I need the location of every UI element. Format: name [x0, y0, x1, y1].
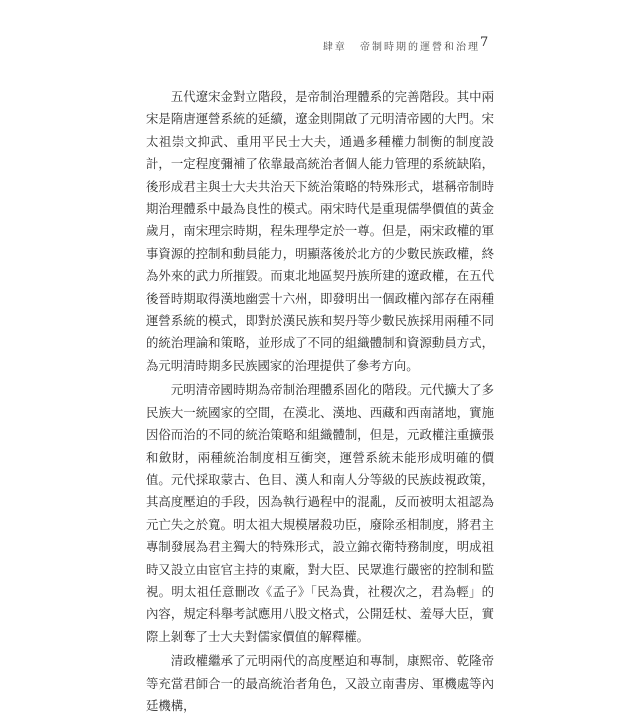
paragraph: 五代遼宋金對立階段，是帝制治理體系的完善階段。其中兩宋是隋唐運營系統的延續，遼金則開啟了元明清帝國的大門。宋太祖崇文抑武、重用平民士大夫，通過多種權力制衡的制度設計，一定程度彌補了依靠最高統治者個人能力管理的系統缺陷，後形成君主與士大夫共治天下統治策略的特殊形式，堪稱帝制時期治理體系中最為良性的模式。兩宋時代是重現儒學價值的黃金歲月，南宋理宗時期，程朱理學定於一尊。但是，兩宋政權的軍事資源的控制和動員能力，明顯落後於北方的少數民族政權，終為外來的武力所摧毀。而東北地區契丹族所建的遼政權，在五代後晉時期取得漢地幽雲十六州，即發明出一個政權內部存在兩種運營系統的模式，即對於漢民族和契丹等少數民族採用兩種不同的統治理論和策略，並形成了不同的組織體制和資源動員方式，為元明清時期多民族國家的治理提供了參考方向。 [146, 89, 494, 373]
chapter-title: 帝制時期的運營和治理 [360, 42, 480, 53]
body-text [146, 86, 494, 717]
page-number: 7 [480, 35, 489, 50]
paragraph: 清政權繼承了元明兩代的高度壓迫和專制，康熙帝、乾隆帝等充當君師合一的最高統治者角色，又設立南書房、軍機處等內廷機構， [146, 653, 494, 713]
chapter-label: 肆章 [322, 42, 347, 53]
running-head [150, 38, 480, 53]
paragraph: 元明清帝國時期為帝制治理體系固化的階段。元代擴大了多民族大一統國家的空間，在漠北、漢地、西藏和西南諸地，實施因俗而治的不同的統治策略和組織體制，但是，元政權注重擴張和斂財，兩種統治制度相互衝突，運營系統未能形成明確的價值。元代採取蒙古、色目、漢人和南人分等級的民族歧視政策，其高度壓迫的手段，因為執行過程中的混亂，反而被明太祖認為元亡失之於寬。明太祖大規模屠殺功臣，廢除丞相制度，將君主專制發展為君主獨大的特殊形式，設立錦衣衛特務制度，明成祖時又設立由宦官主持的東廠，對大臣、民眾進行嚴密的控制和監視。明太祖任意刪改《孟子》「民為貴，社稷次之，君為輕」的內容，規定科舉考試應用八股文格式，公開廷杖、羞辱大臣，實際上剝奪了士大夫對儒家價值的解釋權。 [146, 382, 494, 644]
